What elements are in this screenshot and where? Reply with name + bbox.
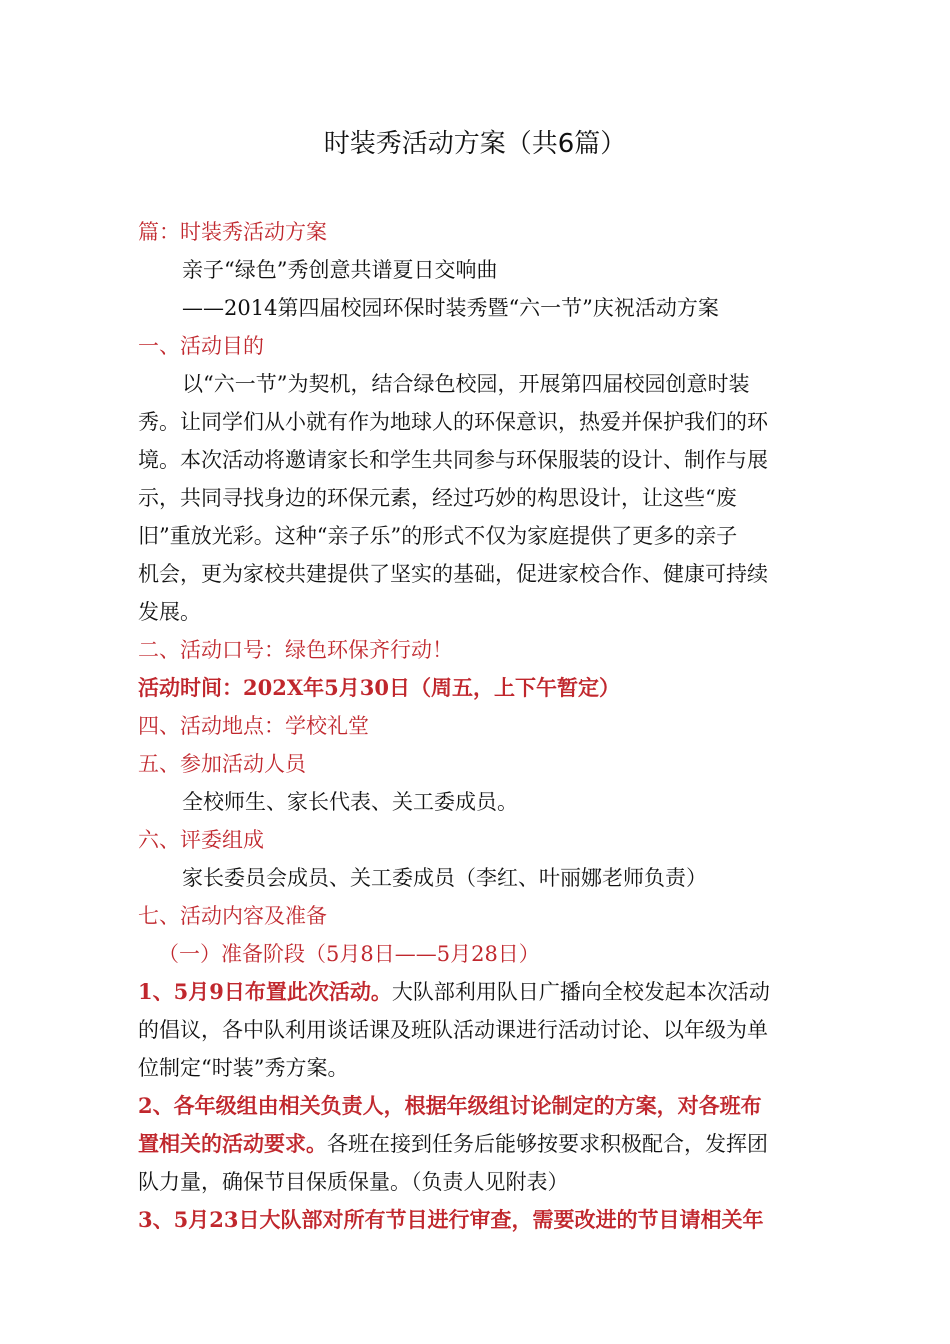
paragraph-line: 境。本次活动将邀请家长和学生共同参与环保服装的设计、制作与展 <box>138 448 768 472</box>
paragraph-line: 机会，更为家校共建提供了坚实的基础，促进家校合作、健康可持续 <box>138 562 768 586</box>
item-2-cont <box>138 1125 818 1163</box>
subtitle-line-2: ——2014第四届校园环保时装秀暨“六一节”庆祝活动方案 <box>182 296 719 320</box>
heading-content: 七、活动内容及准备 <box>138 904 327 928</box>
section-heading-1: 篇：时装秀活动方案 <box>138 220 327 244</box>
item-1 <box>138 973 818 1011</box>
paragraph-line: 示，共同寻找身边的环保元素，经过巧妙的构思设计，让这些“废 <box>138 486 737 510</box>
heading-prep-stage: （一）准备阶段（5月8日——5月28日） <box>158 942 540 966</box>
heading-location: 四、活动地点：学校礼堂 <box>138 714 369 738</box>
item-1-lead: 1、5月9日布置此次活动。 <box>138 979 392 1004</box>
paragraph-line: 旧”重放光彩。这种“亲子乐”的形式不仅为家庭提供了更多的亲子 <box>138 524 738 548</box>
heading-judges: 六、评委组成 <box>138 828 264 852</box>
heading-slogan: 二、活动口号：绿色环保齐行动！ <box>138 638 453 662</box>
page-title: 时装秀活动方案（共6篇） <box>323 129 627 159</box>
item-3: 3、5月23日大队部对所有节目进行审查，需要改进的节目请相关年 <box>138 1207 764 1232</box>
paragraph-line: 位制定“时装”秀方案。 <box>138 1056 349 1080</box>
item-2-text: 各班在接到任务后能够按要求积极配合，发挥团 <box>327 1132 768 1156</box>
heading-participants: 五、参加活动人员 <box>138 752 306 776</box>
item-2: 2、各年级组由相关负责人，根据年级组讨论制定的方案，对各班布 <box>138 1093 762 1118</box>
item-2-lead: 置相关的活动要求。 <box>138 1131 327 1156</box>
subtitle-line: 亲子“绿色”秀创意共谱夏日交响曲 <box>182 258 498 282</box>
participants-text: 全校师生、家长代表、关工委成员。 <box>182 790 518 814</box>
heading-time: 活动时间：202X年5月30日（周五，上下午暂定） <box>138 675 620 700</box>
heading-purpose: 一、活动目的 <box>138 334 264 358</box>
item-1-text: 大队部利用队日广播向全校发起本次活动 <box>391 980 770 1004</box>
paragraph-line: 的倡议，各中队利用谈话课及班队活动课进行活动讨论、以年级为单 <box>138 1018 768 1042</box>
paragraph-line: 以“六一节”为契机，结合绿色校园，开展第四届校园创意时装 <box>182 372 750 396</box>
paragraph-line: 秀。让同学们从小就有作为地球人的环保意识，热爱并保护我们的环 <box>138 410 768 434</box>
paragraph-line: 发展。 <box>138 600 201 624</box>
paragraph-line: 队力量，确保节目保质保量。（负责人见附表） <box>138 1170 569 1194</box>
judges-text: 家长委员会成员、关工委成员（李红、叶丽娜老师负责） <box>182 866 707 890</box>
